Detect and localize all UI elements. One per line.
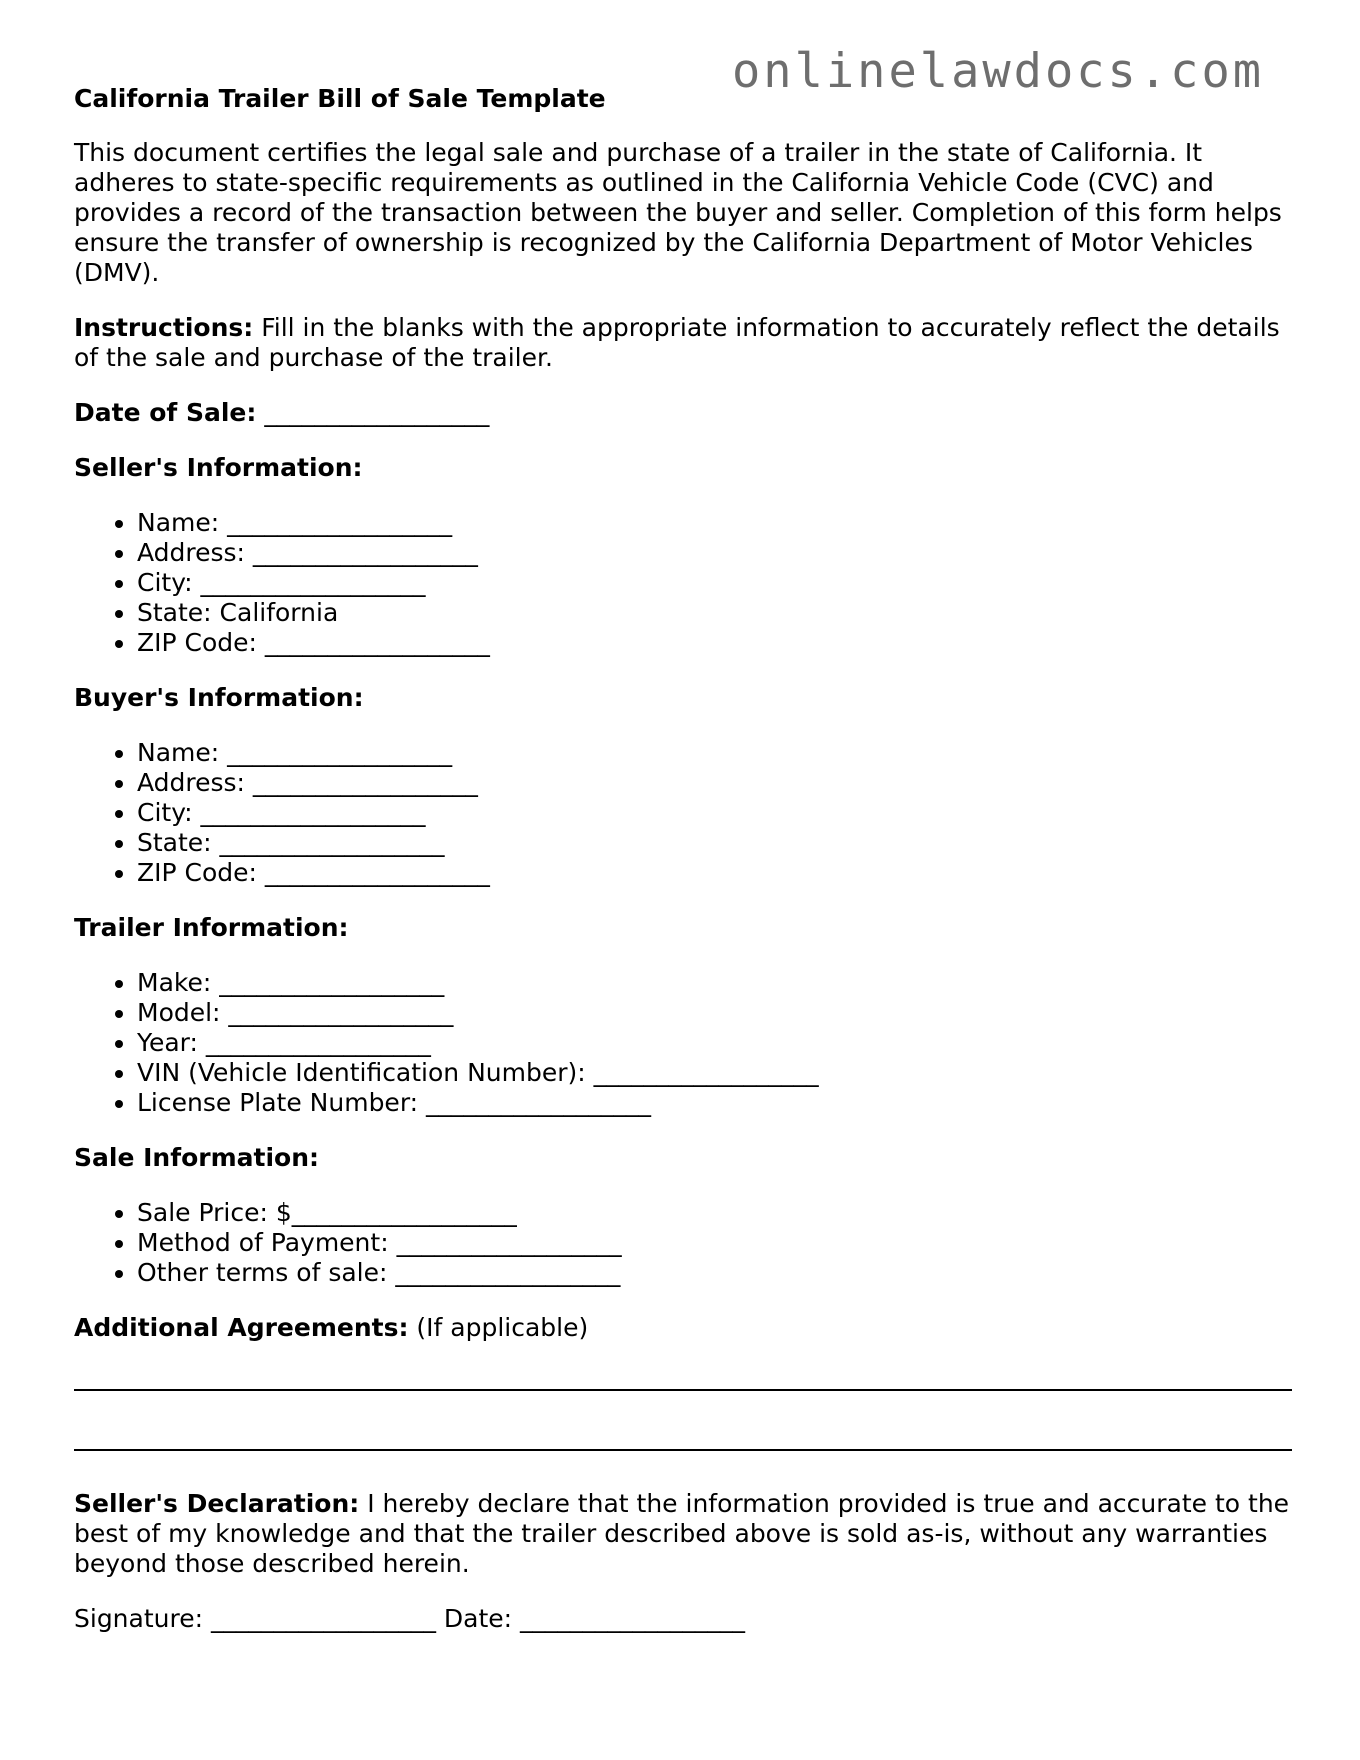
seller-address-field[interactable]: • Address: __________________ — [137, 538, 1294, 568]
trailer-list — [74, 968, 1294, 1118]
seller-list — [74, 508, 1294, 658]
declaration-label: Seller's Declaration: — [74, 1489, 360, 1518]
seller-city-field[interactable]: • City: __________________ — [137, 568, 1294, 598]
trailer-make-field[interactable]: • Make: __________________ — [137, 968, 1294, 998]
declaration-text: I hereby declare that the information provided is true and accurate to the best of my knowledge and that the trailer described above is sold as-is, without any warranties beyond those described herein. — [74, 1489, 1290, 1578]
intro-paragraph: This document certifies the legal sale and purchase of a trailer in the state of California. It adheres to state-specific requirements as outlined in the California Vehicle Code (CVC) and provides a record of the transaction between the buyer and seller. Completion of this form helps ensure the transfer of ownership is recognized by the California Department of Motor Vehicles (DMV). — [74, 138, 1282, 287]
seller-zip-field[interactable]: • ZIP Code: __________________ — [137, 628, 1294, 658]
instructions-text: Fill in the blanks with the appropriate information to accurately reflect the details of the sale and purchase of the trailer. — [74, 313, 1280, 372]
trailer-year-field[interactable]: • Year: __________________ — [137, 1028, 1294, 1058]
payment-method-field[interactable]: • Method of Payment: __________________ — [137, 1228, 1294, 1258]
date-of-sale-blank[interactable]: __________________ — [256, 398, 490, 427]
signature-row[interactable]: Signature: __________________ Date: __________________ — [74, 1604, 746, 1633]
buyer-heading: Buyer's Information: — [74, 683, 364, 712]
additional-agreements-line-2[interactable] — [74, 1449, 1292, 1451]
buyer-name-field[interactable]: • Name: __________________ — [137, 738, 1294, 768]
buyer-list — [74, 738, 1294, 888]
additional-agreements-row — [74, 1313, 1294, 1343]
sale-list — [74, 1198, 1294, 1288]
seller-state-field: • State: California — [137, 598, 1294, 628]
declaration-paragraph — [74, 1489, 1294, 1579]
buyer-zip-field[interactable]: • ZIP Code: __________________ — [137, 858, 1294, 888]
additional-agreements-note: (If applicable) — [408, 1313, 589, 1342]
sale-heading: Sale Information: — [74, 1143, 319, 1172]
trailer-vin-field[interactable]: • VIN (Vehicle Identification Number): __________________ — [137, 1058, 1294, 1088]
instructions-label: Instructions: — [74, 313, 254, 342]
additional-agreements-label: Additional Agreements: — [74, 1313, 409, 1342]
document — [74, 84, 1294, 1659]
buyer-address-field[interactable]: • Address: __________________ — [137, 768, 1294, 798]
buyer-state-field[interactable]: • State: __________________ — [137, 828, 1294, 858]
trailer-model-field[interactable]: • Model: __________________ — [137, 998, 1294, 1028]
instructions-paragraph — [74, 313, 1294, 373]
sale-price-field[interactable]: • Sale Price: $__________________ — [137, 1198, 1294, 1228]
seller-name-field[interactable]: • Name: __________________ — [137, 508, 1294, 538]
watermark: onlinelawdocs.com — [732, 44, 1265, 99]
document-title: California Trailer Bill of Sale Template — [74, 84, 606, 113]
date-of-sale-label: Date of Sale: — [74, 398, 257, 427]
additional-agreements-line-1[interactable] — [74, 1389, 1292, 1391]
other-terms-field[interactable]: • Other terms of sale: __________________ — [137, 1258, 1294, 1288]
date-of-sale-row — [74, 398, 1294, 428]
buyer-city-field[interactable]: • City: __________________ — [137, 798, 1294, 828]
trailer-plate-field[interactable]: • License Plate Number: __________________ — [137, 1088, 1294, 1118]
seller-heading: Seller's Information: — [74, 453, 363, 482]
trailer-heading: Trailer Information: — [74, 913, 349, 942]
